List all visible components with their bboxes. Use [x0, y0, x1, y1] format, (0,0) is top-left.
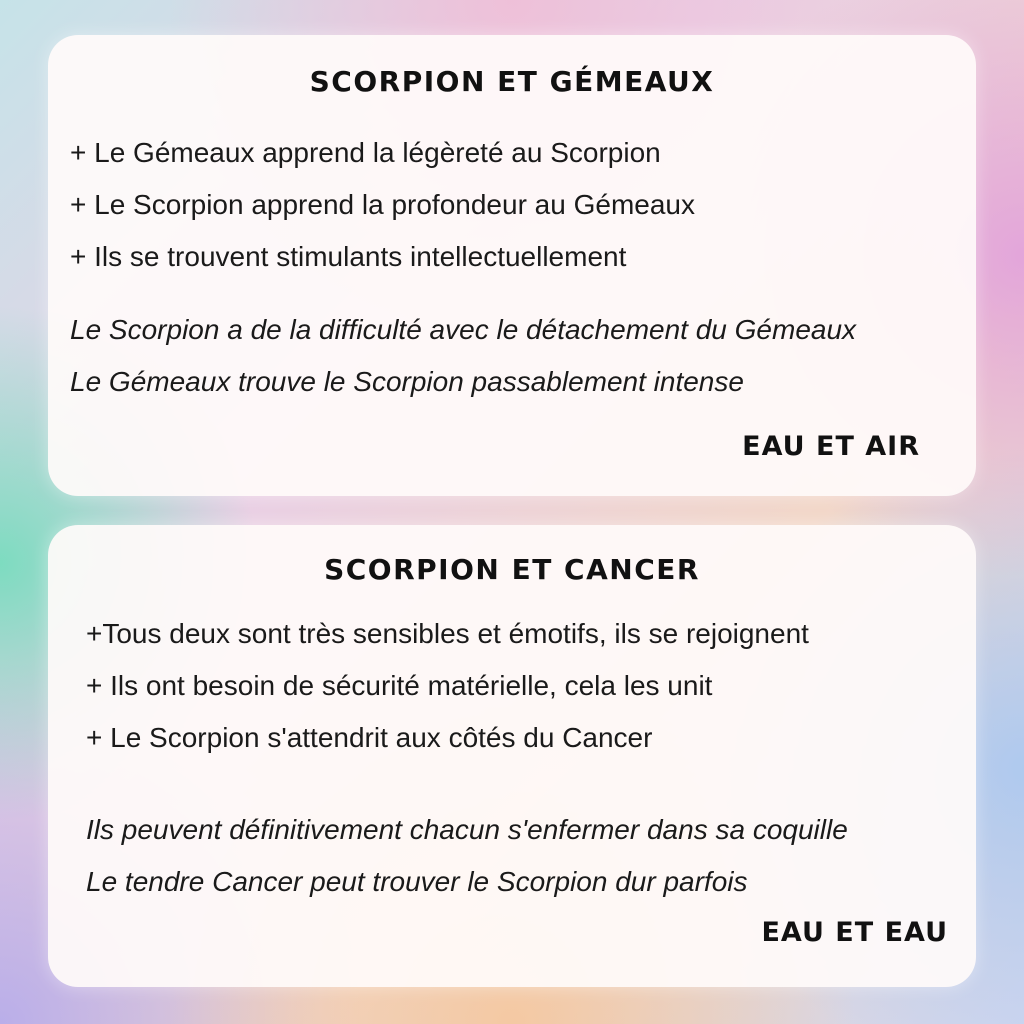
strength-item: + Le Scorpion s'attendrit aux côtés du Cancer	[86, 722, 653, 753]
compatibility-card-cancer	[48, 525, 976, 987]
elements-label: EAU ET AIR	[742, 431, 920, 462]
strength-item: + Ils ont besoin de sécurité matérielle, cela les unit	[86, 670, 713, 701]
strength-item: + Le Gémeaux apprend la légèreté au Scorpion	[70, 137, 661, 168]
challenge-item: Le tendre Cancer peut trouver le Scorpion dur parfois	[86, 866, 748, 897]
challenge-item: Ils peuvent définitivement chacun s'enfermer dans sa coquille	[86, 814, 848, 845]
card-title: SCORPION ET CANCER	[324, 553, 700, 586]
strength-item: + Ils se trouvent stimulants intellectuellement	[70, 241, 627, 272]
challenges-list	[70, 304, 856, 408]
strength-item: +Tous deux sont très sensibles et émotifs, ils se rejoignent	[86, 618, 809, 649]
compatibility-card-gemini	[48, 35, 976, 496]
challenges-list	[86, 804, 848, 908]
challenge-item: Le Scorpion a de la difficulté avec le détachement du Gémeaux	[70, 314, 857, 345]
card-title: SCORPION ET GÉMEAUX	[309, 65, 715, 98]
elements-label: EAU ET EAU	[761, 917, 948, 948]
strengths-list	[70, 127, 695, 283]
strength-item: + Le Scorpion apprend la profondeur au Gémeaux	[70, 189, 695, 220]
challenge-item: Le Gémeaux trouve le Scorpion passablement intense	[70, 366, 744, 397]
strengths-list	[86, 608, 809, 764]
